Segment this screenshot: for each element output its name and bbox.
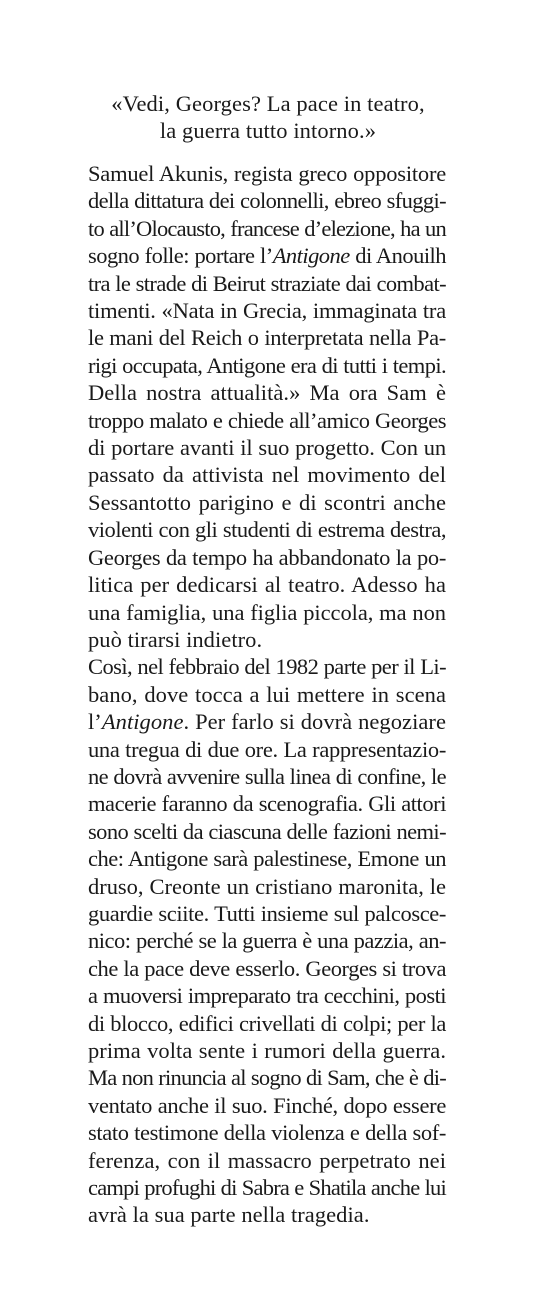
text-line — [88, 927, 446, 954]
text-segment: l’ — [88, 709, 102, 735]
text-line — [88, 516, 446, 543]
text-line — [88, 681, 446, 708]
text-segment: rigi occupata, Antigone era di tutti i tempi. — [88, 352, 446, 378]
text-line — [88, 187, 446, 214]
text-segment: sogno folle: portare l’ — [88, 243, 273, 269]
text-segment: violenti con gli studenti di estrema destra, — [88, 517, 446, 543]
text-segment: una famiglia, una figlia piccola, ma non — [88, 599, 446, 625]
text-line — [88, 1010, 446, 1037]
text-line — [88, 982, 446, 1009]
text-segment: stato testimone della violenza e della sof- — [88, 1120, 446, 1146]
text-line — [88, 736, 446, 763]
text-line — [88, 599, 446, 626]
text-segment: che: Antigone sarà palestinese, Emone un — [88, 846, 446, 872]
text-line — [88, 242, 446, 269]
text-segment: nico: perché se la guerra è una pazzia, an- — [88, 928, 446, 954]
text-line — [88, 845, 446, 872]
text-segment: a muoversi impreparato tra cecchini, posti — [88, 983, 446, 1009]
text-segment: troppo malato e chiede all’amico Georges — [88, 407, 446, 433]
text-line — [88, 790, 446, 817]
text-segment: una tregua di due ore. La rappresentazio- — [88, 736, 446, 762]
text-segment: ventato anche il suo. Finché, dopo essere — [88, 1092, 446, 1118]
text-segment: avrà la sua parte nella tragedia. — [88, 1202, 370, 1228]
epigraph-line: la guerra tutto intorno.» — [159, 118, 377, 143]
text-line — [88, 1174, 446, 1201]
text-line — [88, 1092, 446, 1119]
text-line — [88, 1147, 446, 1174]
italic-title: Antigone — [272, 243, 350, 269]
text-line — [88, 1064, 446, 1091]
text-segment: Così, nel febbraio del 1982 parte per il Li- — [88, 654, 446, 680]
text-line — [88, 544, 446, 571]
text-segment: di blocco, edifici crivellati di colpi; per la — [88, 1010, 446, 1036]
text-segment: macerie faranno da scenografia. Gli attori — [88, 791, 446, 817]
text-segment: druso, Creonte un cristiano maronita, le — [88, 873, 446, 899]
text-segment: Ma non rinuncia al sogno di Sam, che è di- — [88, 1065, 446, 1091]
text-segment: to all’Olocausto, francese d’elezione, ha un — [88, 215, 446, 241]
text-segment: Sessantotto parigino e di scontri anche — [88, 489, 446, 515]
italic-title: Antigone — [101, 709, 184, 735]
text-segment: litica per dedicarsi al teatro. Adesso ha — [88, 572, 446, 598]
text-line — [88, 708, 446, 735]
text-segment: di Anouilh — [349, 243, 446, 269]
text-line — [88, 571, 446, 598]
text-line — [88, 489, 446, 516]
text-line — [88, 407, 446, 434]
text-segment: che la pace deve esserlo. Georges si trova — [88, 955, 446, 981]
text-segment: sono scelti da ciascuna delle fazioni nemi- — [88, 818, 446, 844]
text-segment: di portare avanti il suo progetto. Con un — [88, 435, 446, 461]
epigraph-line: «Vedi, Georges? La pace in teatro, — [111, 91, 425, 116]
synopsis-text — [88, 160, 446, 1229]
epigraph-quote — [0, 90, 536, 144]
text-line — [88, 626, 446, 653]
text-line — [88, 297, 446, 324]
text-line — [88, 160, 446, 187]
text-segment: può tirarsi indietro. — [88, 626, 263, 652]
text-line — [88, 461, 446, 488]
text-segment: campi profughi di Sabra e Shatila anche lui — [88, 1175, 446, 1201]
text-line — [88, 763, 446, 790]
text-segment: della dittatura dei colonnelli, ebreo sfuggi- — [88, 188, 446, 214]
text-segment: Samuel Akunis, regista greco oppositore — [88, 161, 446, 186]
text-segment: tra le strade di Beirut straziate dai combat- — [88, 270, 446, 296]
text-segment: . Per farlo si dovrà negoziare — [183, 709, 446, 735]
text-line — [88, 1201, 446, 1228]
text-segment: timenti. «Nata in Grecia, immaginata tra — [88, 298, 446, 324]
text-segment: prima volta sente i rumori della guerra. — [88, 1038, 446, 1063]
text-segment: Georges da tempo ha abbandonato la po- — [88, 544, 446, 570]
text-line — [88, 873, 446, 900]
text-segment: passato da attivista nel movimento del — [88, 462, 446, 488]
text-line — [88, 215, 446, 242]
text-line — [88, 1119, 446, 1146]
text-line — [88, 900, 446, 927]
text-line — [88, 955, 446, 982]
text-segment: Della nostra attualità.» Ma ora Sam è — [88, 380, 446, 406]
text-segment: bano, dove tocca a lui mettere in scena — [88, 681, 446, 707]
text-segment: ferenza, con il massacro perpetrato nei — [88, 1147, 446, 1173]
text-line — [88, 653, 446, 680]
text-line — [88, 379, 446, 406]
text-line — [88, 270, 446, 297]
text-line — [88, 352, 446, 379]
text-line — [88, 434, 446, 461]
text-segment: guardie sciite. Tutti insieme sul palcosce- — [88, 900, 446, 926]
text-line — [88, 818, 446, 845]
text-segment: le mani del Reich o interpretata nella Pa- — [88, 325, 446, 351]
text-line — [88, 324, 446, 351]
text-line — [88, 1037, 446, 1064]
text-segment: ne dovrà avvenire sulla linea di confine, le — [88, 763, 446, 789]
